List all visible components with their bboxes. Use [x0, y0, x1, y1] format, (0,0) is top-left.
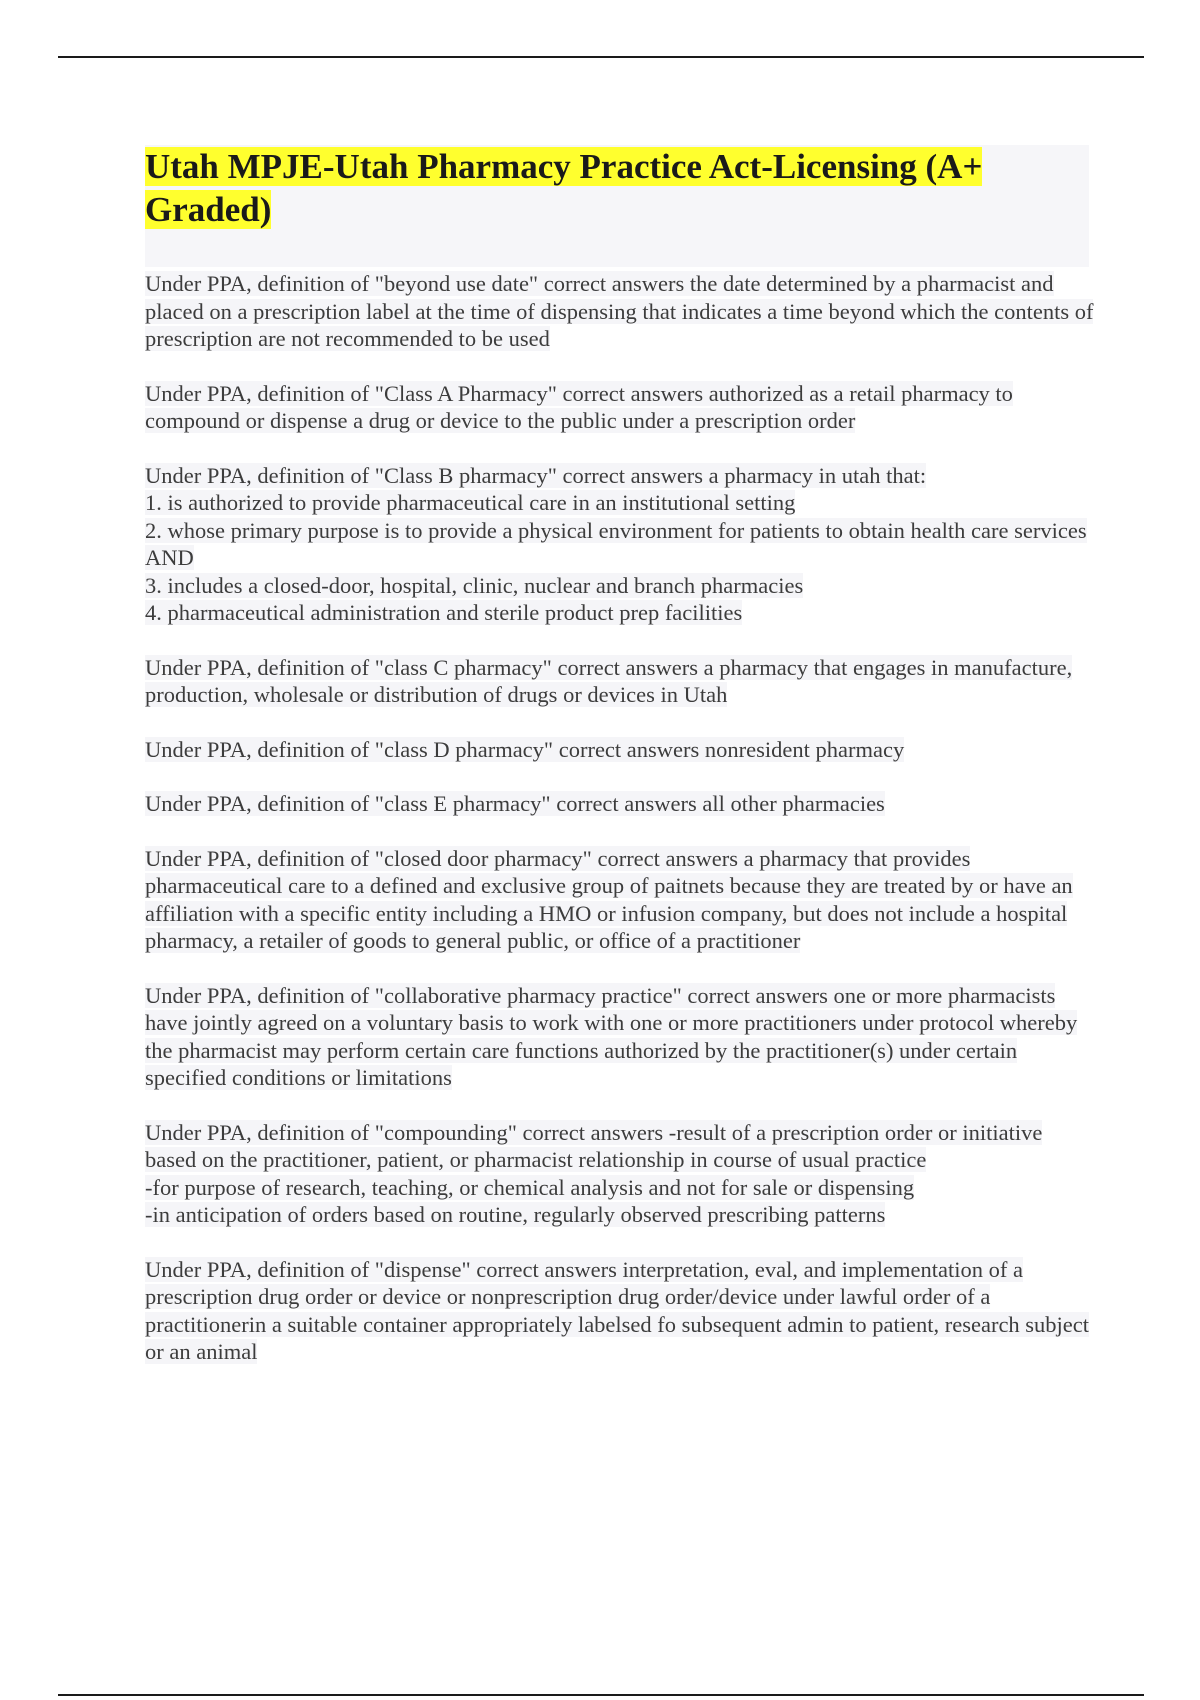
- entry-class-b-pharmacy: [145, 462, 1095, 627]
- document-title: [145, 145, 1089, 231]
- entry-closed-door-pharmacy: [145, 845, 1095, 955]
- entry-text: Under PPA, definition of "dispense" correct answers interpretation, eval, and implementation of a prescription drug order or device or nonprescription drug order/device under lawful order of a practitionerin a suitable container appropriately labelsed fo subsequent admin to patient, research subject or an animal: [145, 1256, 1090, 1364]
- entry-compounding: [145, 1119, 1095, 1229]
- entry-text: Under PPA, definition of "class D pharmacy" correct answers nonresident pharmacy: [145, 736, 905, 762]
- entry-text: Under PPA, definition of "beyond use date" correct answers the date determined by a pharmacist and placed on a prescription label at the time of dispensing that indicates a time beyond which the contents of prescription are not recommended to be used: [145, 271, 1094, 351]
- entry-class-c-pharmacy: [145, 654, 1095, 709]
- title-block: [145, 145, 1089, 267]
- entry-class-e-pharmacy: [145, 790, 1095, 818]
- entry-text: Under PPA, definition of "class E pharmacy" correct answers all other pharmacies: [145, 791, 885, 816]
- entry-collaborative-practice: [145, 982, 1095, 1092]
- entry-dispense: [145, 1256, 1095, 1366]
- title-text: Utah MPJE-Utah Pharmacy Practice Act-Licensing (A+ Graded): [145, 147, 983, 229]
- entry-class-d-pharmacy: [145, 736, 1095, 764]
- top-rule: [58, 56, 1144, 58]
- entry-text: Under PPA, definition of "closed door pharmacy" correct answers a pharmacy that provides pharmaceutical care to a defined and exclusive group of paitnets because they are treated by or have an affiliation with a specific entity including a HMO or infusion company, but does not include a hospital pharmacy, a retailer of goods to general public, or office of a practitioner: [145, 845, 1073, 953]
- entry-text: Under PPA, definition of "collaborative pharmacy practice" correct answers one or more pharmacists have jointly agreed on a voluntary basis to work with one or more practitioners under protocol whereby the pharmacist may perform certain care functions authorized by the practitioner(s) under certain specified conditions or limitations: [145, 982, 1078, 1090]
- entry-text: Under PPA, definition of "compounding" correct answers -result of a prescription order or initiative based on the practitioner, patient, or pharmacist relationship in course of usual practice -for purpose of research, teaching, or chemical analysis and not for sale or dispensing -in anticipation of orders based on routine, regularly observed prescribing patterns: [145, 1119, 1043, 1227]
- entry-text: Under PPA, definition of "Class A Pharmacy" correct answers authorized as a retail pharmacy to compound or dispense a drug or device to the public under a prescription order: [145, 380, 1013, 433]
- entry-class-a-pharmacy: [145, 380, 1095, 435]
- entry-text: Under PPA, definition of "class C pharmacy" correct answers a pharmacy that engages in manufacture, production, wholesale or distribution of drugs or devices in Utah: [145, 654, 1073, 707]
- entry-beyond-use-date: [145, 270, 1095, 353]
- entry-text: Under PPA, definition of "Class B pharmacy" correct answers a pharmacy in utah that: 1. is authorized to provide pharmaceutical care in an institutional setting 2. whose primary purpose is to provide a physical environment for patients to obtain health care services AND 3. includes a closed-door, hospital, clinic, nuclear and branch pharmacies 4. pharmaceutical administration and sterile product prep facilities: [145, 462, 1087, 625]
- bottom-rule: [58, 1694, 1144, 1696]
- entries-list: [145, 270, 1095, 1393]
